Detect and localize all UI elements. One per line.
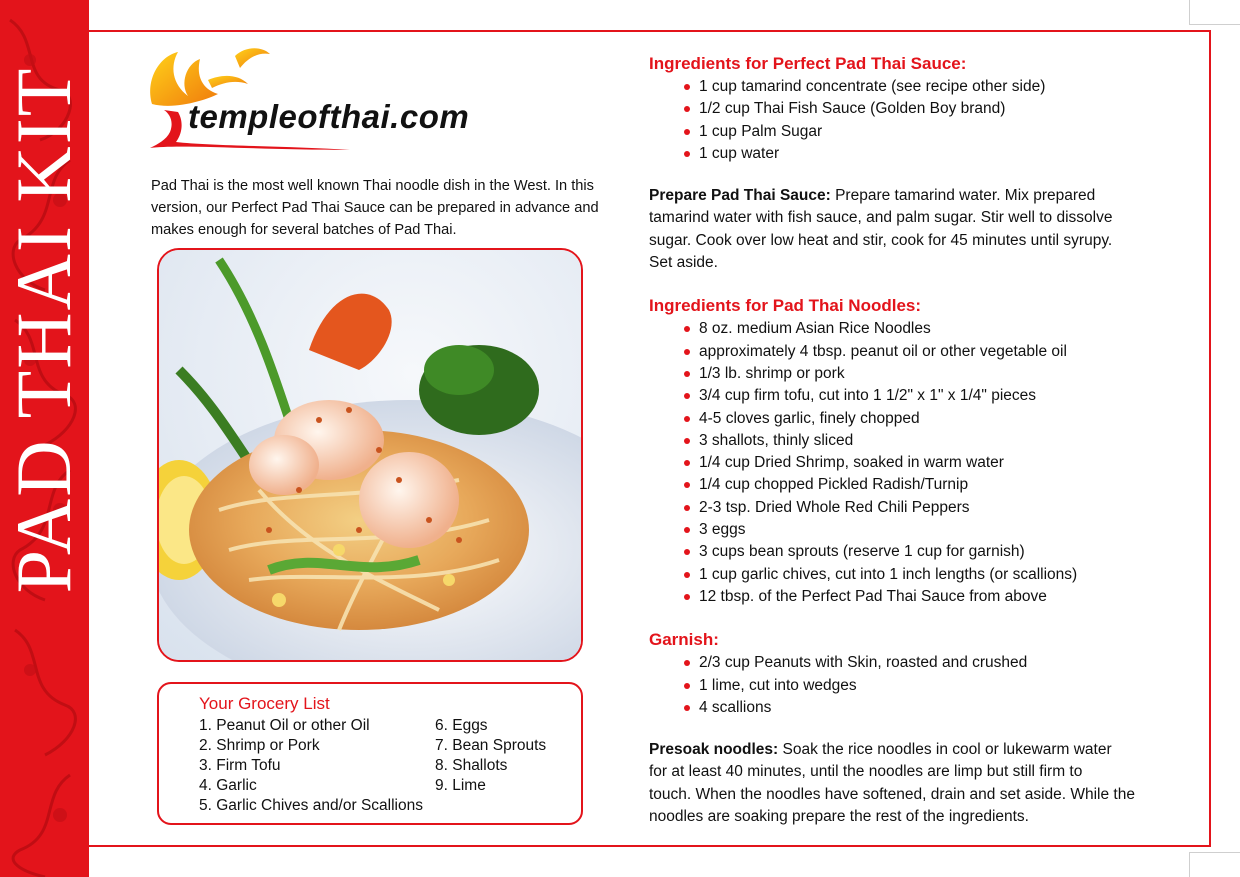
prepare-heading: Prepare Pad Thai Sauce:: [649, 187, 831, 205]
presoak-line: noodles are soaking prepare the rest of the ingredients.: [649, 808, 1029, 826]
corner-mark: [1189, 0, 1240, 25]
recipe-column: [649, 52, 1189, 828]
list-item: 3 shallots, thinly sliced: [684, 430, 1189, 452]
list-item: 1/4 cup Dried Shrimp, soaked in warm water: [684, 452, 1189, 474]
list-item: 2-3 tsp. Dried Whole Red Chili Peppers: [684, 497, 1189, 519]
logo-text: templeofthai.com: [188, 98, 470, 135]
grocery-title: Your Grocery List: [199, 694, 330, 713]
prepare-paragraph: [649, 185, 1189, 274]
list-item: 8 oz. medium Asian Rice Noodles: [684, 318, 1189, 340]
grocery-item: 4. Garlic: [199, 777, 257, 794]
grocery-item: 9. Lime: [435, 777, 486, 794]
side-band: [0, 0, 89, 877]
presoak-heading: Presoak noodles:: [649, 741, 779, 759]
list-item: 1 cup water: [684, 143, 1189, 165]
grocery-list-box: [157, 682, 583, 825]
intro-paragraph: Pad Thai is the most well known Thai noodle dish in the West. In this version, our Perfect Pad Thai Sauce can be prepared in advance and makes enough for several batches of Pad Thai.: [151, 178, 599, 238]
noodles-title: Ingredients for Pad Thai Noodles:: [649, 296, 922, 316]
garnish-title: Garnish:: [649, 630, 719, 650]
list-item: 1 cup Palm Sugar: [684, 121, 1189, 143]
grocery-item: 6. Eggs: [435, 717, 488, 734]
list-item: 1 lime, cut into wedges: [684, 675, 1189, 697]
list-item: 4 scallions: [684, 697, 1189, 719]
prepare-line: Set aside.: [649, 254, 718, 272]
list-item: 3 eggs: [684, 519, 1189, 541]
presoak-line: for at least 40 minutes, until the noodles are limp but still firm to: [649, 763, 1083, 781]
list-item: 1 cup tamarind concentrate (see recipe other side): [684, 76, 1189, 98]
grocery-item: 5. Garlic Chives and/or Scallions: [199, 797, 423, 814]
list-item: 1/4 cup chopped Pickled Radish/Turnip: [684, 474, 1189, 496]
grocery-item: 3. Firm Tofu: [199, 757, 281, 774]
grocery-item: 8. Shallots: [435, 757, 508, 774]
prepare-line: Prepare tamarind water. Mix prepared: [830, 187, 1096, 205]
list-item: 2/3 cup Peanuts with Skin, roasted and crushed: [684, 652, 1189, 674]
presoak-paragraph: [649, 739, 1189, 828]
list-item: 1 cup garlic chives, cut into 1 inch lengths (or scallions): [684, 564, 1189, 586]
garnish-list: [649, 652, 1189, 719]
grocery-item: 1. Peanut Oil or other Oil: [199, 717, 370, 734]
prepare-line: tamarind water with fish sauce, and palm sugar. Stir well to dissolve: [649, 209, 1113, 227]
noodles-list: [649, 318, 1189, 608]
list-item: 12 tbsp. of the Perfect Pad Thai Sauce from above: [684, 586, 1189, 608]
list-item: 1/3 lb. shrimp or pork: [684, 363, 1189, 385]
sauce-list: [649, 76, 1189, 165]
side-title: PAD THAI KIT: [0, 66, 87, 594]
sauce-title: Ingredients for Perfect Pad Thai Sauce:: [649, 54, 967, 73]
corner-mark: [1189, 852, 1240, 877]
pad-thai-photo: [157, 248, 583, 662]
grocery-item: 2. Shrimp or Pork: [199, 737, 320, 754]
list-item: 3/4 cup firm tofu, cut into 1 1/2" x 1" x 1/4" pieces: [684, 385, 1189, 407]
presoak-line: touch. When the noodles have softened, drain and set aside. While the: [649, 785, 1135, 803]
list-item: 4-5 cloves garlic, finely chopped: [684, 408, 1189, 430]
prepare-line: sugar. Cook over low heat and stir, cook for 45 minutes until syrupy.: [649, 231, 1113, 249]
grocery-item: 7. Bean Sprouts: [435, 737, 547, 754]
list-item: 1/2 cup Thai Fish Sauce (Golden Boy brand): [684, 98, 1189, 120]
list-item: 3 cups bean sprouts (reserve 1 cup for garnish): [684, 541, 1189, 563]
pad-thai-illustration: [159, 250, 581, 660]
presoak-line: Soak the rice noodles in cool or lukewarm water: [778, 741, 1112, 759]
list-item: approximately 4 tbsp. peanut oil or other vegetable oil: [684, 341, 1189, 363]
